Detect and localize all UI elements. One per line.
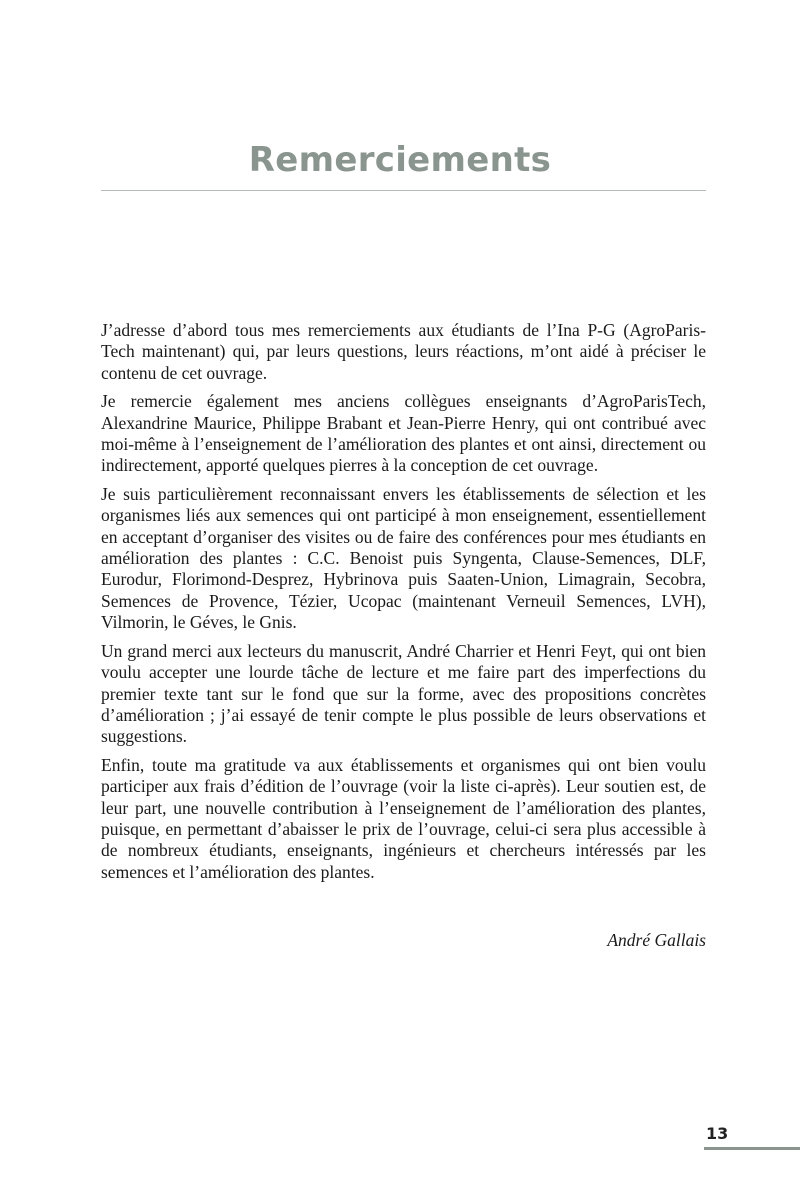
page-title: Remerciements (248, 140, 552, 180)
page-number: 13 (706, 1124, 729, 1143)
paragraph-2: Je remercie également mes anciens collègues enseignants d’AgroParisTech, Alexandrine Maurice, Philippe Brabant et Jean-Pierre Henry, qui ont contribué avec moi-même à l’enseignement de l’amélioration des plantes et ont ainsi, directement ou indirectement, apporté quelques pierres à la conception de cet ouvrage. (101, 391, 706, 476)
author-signature: André Gallais (607, 930, 706, 950)
title-divider (101, 190, 706, 191)
acknowledgements-body (101, 320, 706, 890)
paragraph-5: Enfin, toute ma gratitude va aux établissements et organismes qui ont bien voulu participer aux frais d’édition de l’ouvrage (voir la liste ci-après). Leur soutien est, de leur part, une nouvelle contribution à l’enseignement de l’amélioration des plantes, puisque, en permettant d’abaisser le prix de l’ouvrage, celui-ci sera plus accessible à de nombreux étudiants, enseignants, ingénieurs et chercheurs intéressés par les semences et l’amélioration des plantes. (101, 754, 706, 882)
paragraph-3: Je suis particulièrement reconnaissant envers les établissements de sélection et les organismes liés aux semences qui ont participé à mon enseignement, essentiellement en acceptant d’organiser des visites ou de faire des conférences pour mes étudiants en amélioration des plantes : C.C. Benoist puis Syngenta, Clause-Semences, DLF, Eurodur, Florimond-Desprez, Hybrinova puis Saaten-Union, Limagrain, Secobra, Semences de Provence, Tézier, Ucopac (maintenant Verneuil Semences, LVH), Vilmorin, le Géves, le Gnis. (101, 483, 706, 633)
paragraph-1: J’adresse d’abord tous mes remerciements aux étudiants de l’Ina P-G (AgroParis-Tech maintenant) qui, par leurs questions, leurs réactions, m’ont aidé à préciser le contenu de cet ouvrage. (101, 320, 706, 383)
paragraph-4: Un grand merci aux lecteurs du manuscrit, André Charrier et Henri Feyt, qui ont bien voulu accepter une lourde tâche de lecture et me faire part des imperfections du premier texte tant sur le fond que sur la forme, avec des propositions concrètes d’amélioration ; j’ai essayé de tenir compte le plus possible de leurs observations et suggestions. (101, 640, 706, 747)
page-number-rule (704, 1147, 800, 1150)
